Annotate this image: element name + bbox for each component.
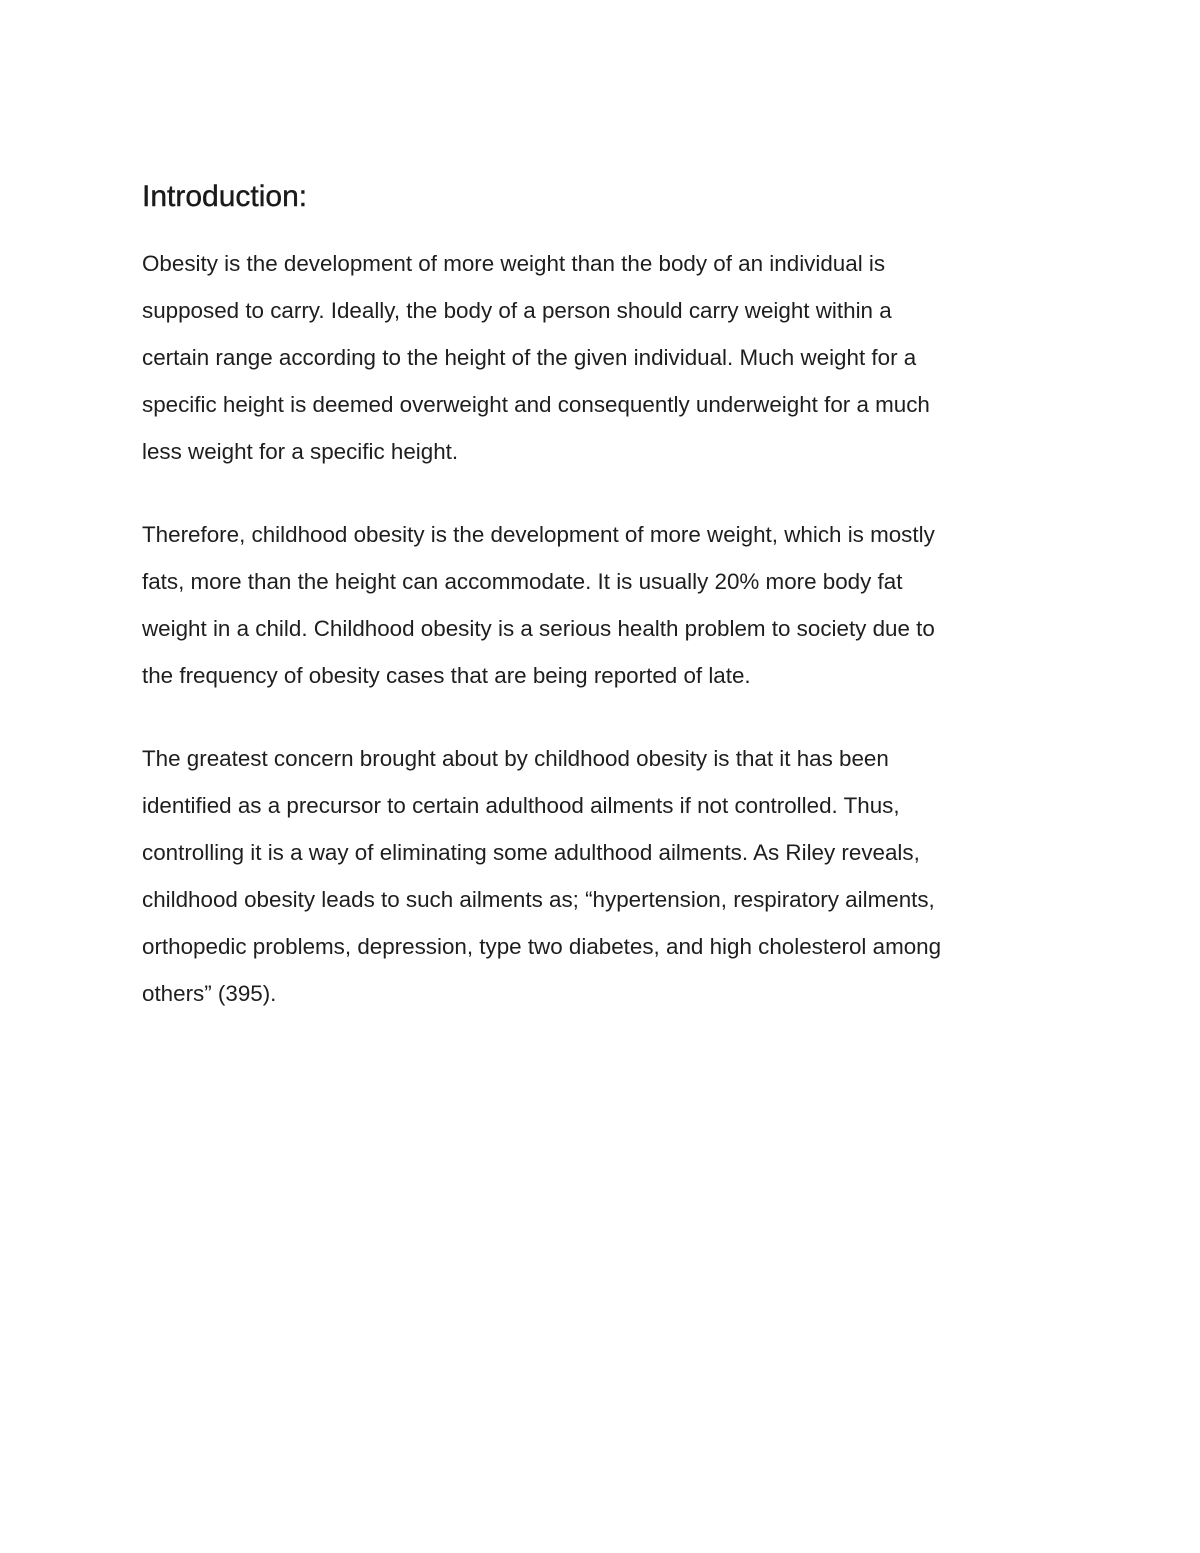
text-line: fats, more than the height can accommodate. It is usually 20% more body fat [142, 569, 903, 594]
text-line: controlling it is a way of eliminating some adulthood ailments. As Riley reveals, [142, 840, 920, 865]
text-line: Therefore, childhood obesity is the development of more weight, which is mostly [142, 522, 935, 547]
text-line: less weight for a specific height. [142, 439, 459, 464]
paragraph [142, 511, 1082, 699]
document-page [142, 176, 1082, 1053]
text-line: weight in a child. Childhood obesity is a serious health problem to society due to [142, 616, 935, 641]
text-line: Obesity is the development of more weight than the body of an individual is [142, 251, 886, 276]
text-line: orthopedic problems, depression, type two diabetes, and high cholesterol among [142, 934, 942, 959]
text-line: specific height is deemed overweight and consequently underweight for a much [142, 392, 930, 417]
text-line: certain range according to the height of the given individual. Much weight for a [142, 345, 917, 370]
text-line: others” (395). [142, 981, 277, 1006]
section-heading: Introduction: [142, 180, 308, 213]
body-text [142, 240, 1082, 1017]
text-line: childhood obesity leads to such ailments as; “hypertension, respiratory ailments, [142, 887, 935, 912]
text-line: supposed to carry. Ideally, the body of a person should carry weight within a [142, 298, 892, 323]
text-line: The greatest concern brought about by childhood obesity is that it has been [142, 746, 889, 771]
text-line: identified as a precursor to certain adulthood ailments if not controlled. Thus, [142, 793, 900, 818]
paragraph [142, 240, 1082, 475]
paragraph [142, 735, 1082, 1017]
text-line: the frequency of obesity cases that are being reported of late. [142, 663, 751, 688]
